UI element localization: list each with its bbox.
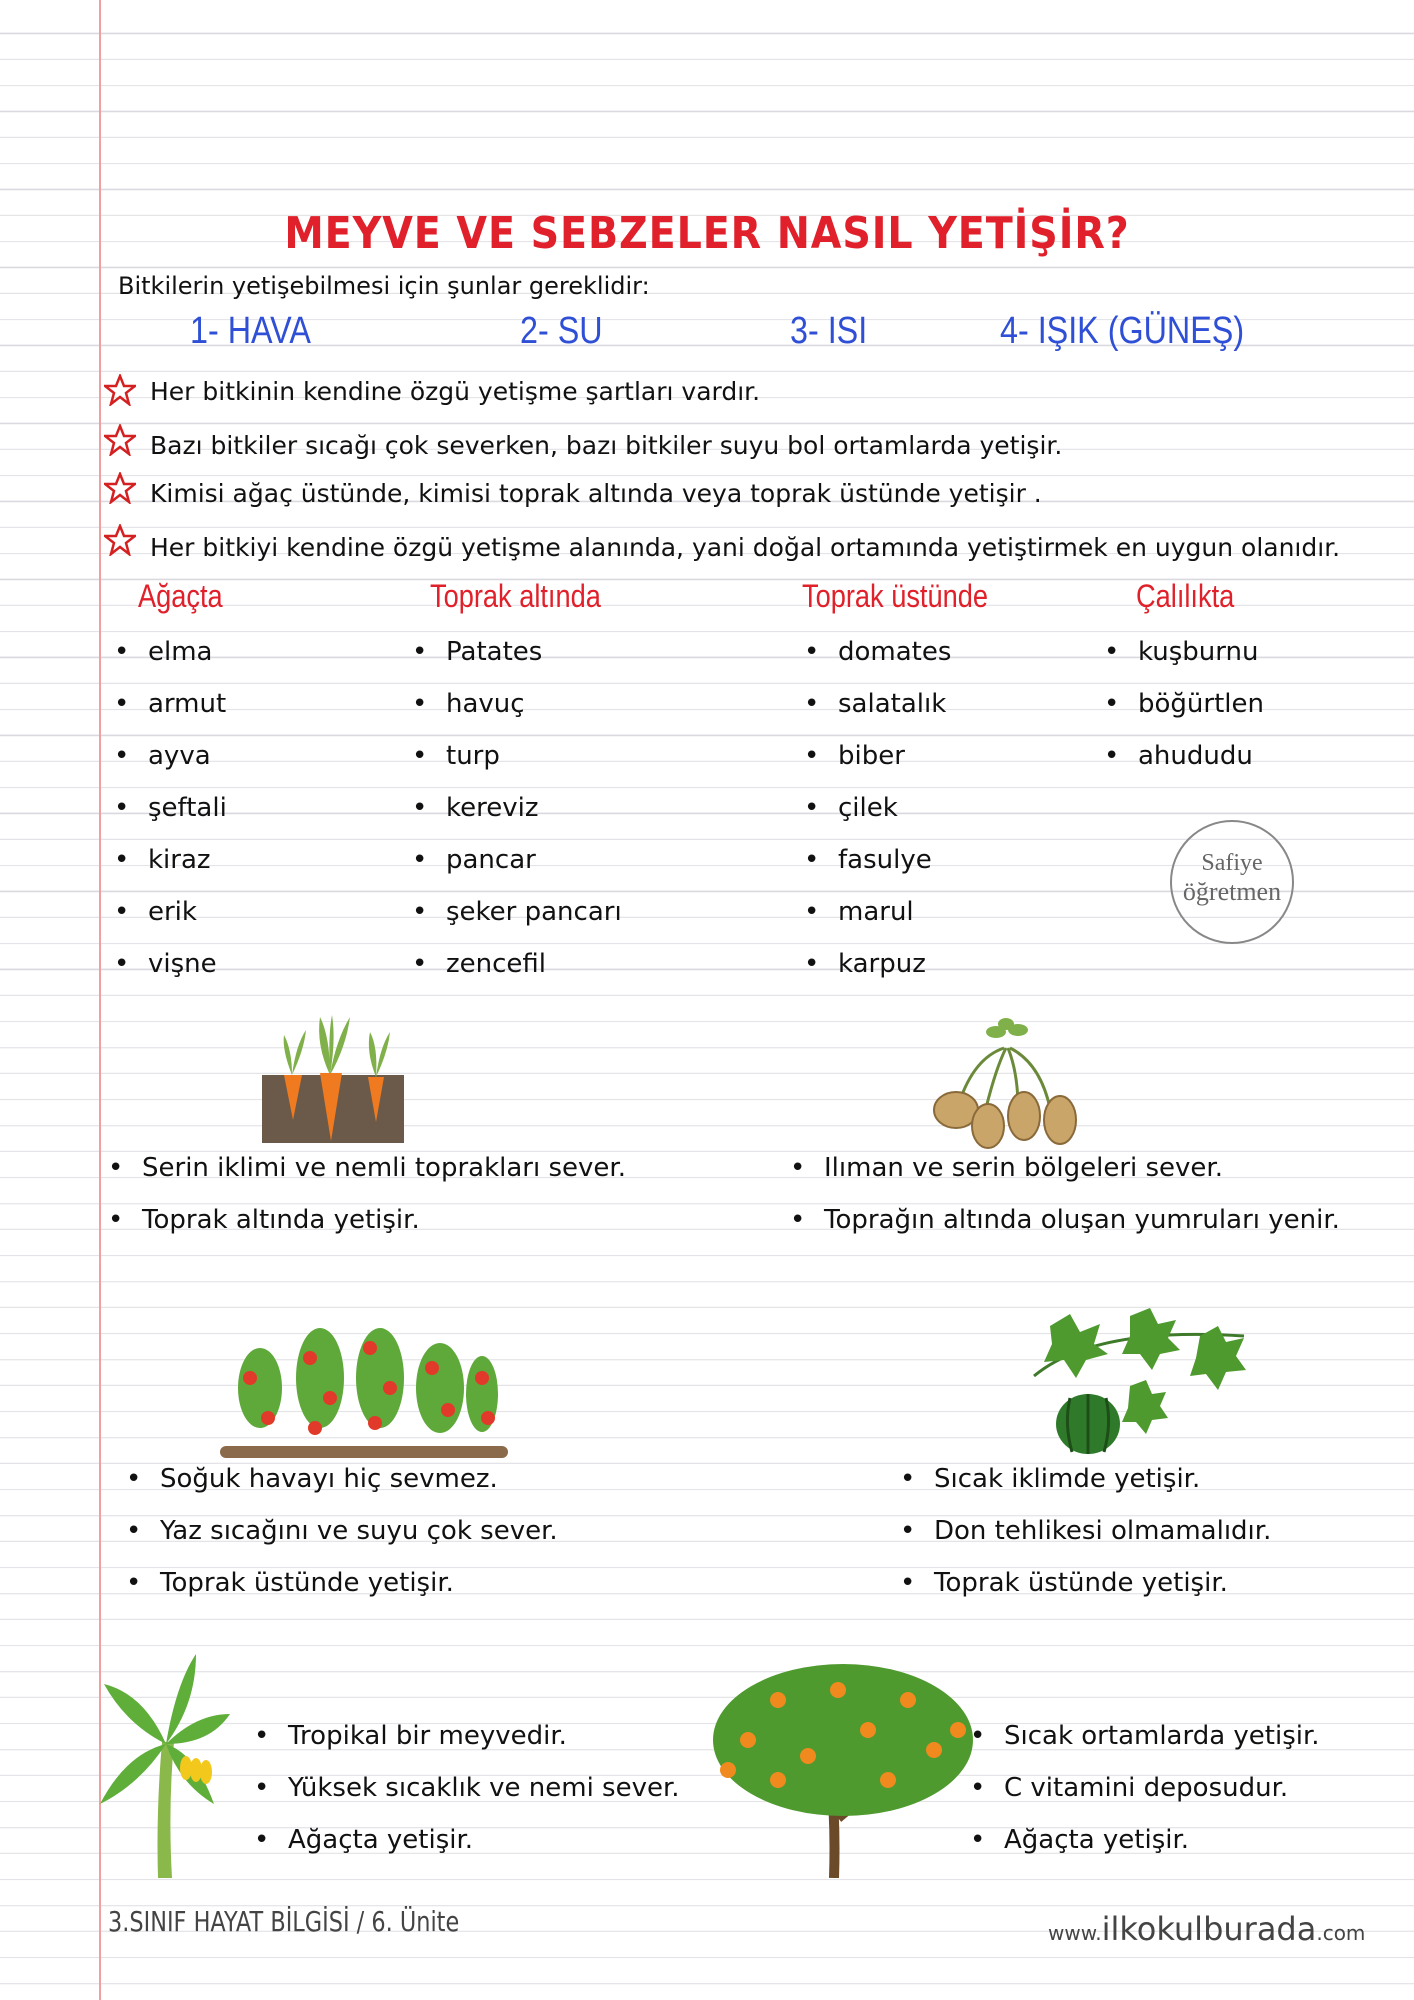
- list-item: • böğürtlen: [1104, 678, 1264, 730]
- category-heading-tree: Ağaçta: [138, 578, 223, 614]
- list-item: • Toprak üstünde yetişir.: [126, 1557, 558, 1609]
- list-item: • erik: [114, 886, 227, 938]
- author-watermark: [1170, 820, 1294, 944]
- watermelon-facts: [900, 1453, 1271, 1609]
- list-item: • Ağaçta yetişir.: [254, 1814, 680, 1866]
- intro-text: Bitkilerin yetişebilmesi için şunlar gereklidir:: [118, 272, 650, 300]
- category-heading-underground: Toprak altında: [430, 578, 601, 614]
- list-item: • armut: [114, 678, 227, 730]
- list-item: • kuşburnu: [1104, 626, 1264, 678]
- orange-tree-illustration: [708, 1660, 978, 1878]
- list-item: • elma: [114, 626, 227, 678]
- list-item: • C vitamini deposudur.: [970, 1762, 1320, 1814]
- list-item: • Sıcak ortamlarda yetişir.: [970, 1710, 1320, 1762]
- star-point-1: Her bitkinin kendine özgü yetişme şartları vardır.: [150, 377, 761, 406]
- list-item: • kereviz: [412, 782, 622, 834]
- list-item: • Don tehlikesi olmamalıdır.: [900, 1505, 1271, 1557]
- footer-website: [1048, 1910, 1365, 1948]
- list-item: • şeker pancarı: [412, 886, 622, 938]
- list-item: • çilek: [804, 782, 951, 834]
- bush-list: [1104, 626, 1264, 782]
- star-point-4: Her bitkiyi kendine özgü yetişme alanında, yani doğal ortamında yetiştirmek en uygun olanıdır.: [150, 533, 1341, 562]
- list-item: • karpuz: [804, 938, 951, 990]
- footer-course-label: 3.SINIF HAYAT BİLGİSİ / 6. Ünite: [108, 1905, 460, 1938]
- list-item: • kiraz: [114, 834, 227, 886]
- star-point-2: Bazı bitkiler sıcağı çok severken, bazı bitkiler suyu bol ortamlarda yetişir.: [150, 431, 1063, 460]
- list-item: • Sıcak iklimde yetişir.: [900, 1453, 1271, 1505]
- tomato-plants-illustration: [220, 1318, 508, 1458]
- list-item: • domates: [804, 626, 951, 678]
- requirement-water: 2- SU: [520, 310, 603, 352]
- orange-facts: [970, 1710, 1320, 1866]
- page-title: MEYVE VE SEBZELER NASIL YETİŞİR?: [284, 208, 1130, 259]
- watermark-line-1: Safiye: [1201, 850, 1263, 876]
- list-item: • Patates: [412, 626, 622, 678]
- requirement-air: 1- HAVA: [190, 310, 311, 352]
- list-item: • zencefil: [412, 938, 622, 990]
- star-icon: [104, 524, 136, 556]
- banana-facts: [254, 1710, 680, 1866]
- footer-website-prefix: www.: [1048, 1921, 1102, 1945]
- footer-website-suffix: .com: [1316, 1921, 1366, 1945]
- list-item: • marul: [804, 886, 951, 938]
- watermark-line-2: öğretmen: [1182, 877, 1282, 906]
- list-item: • salatalık: [804, 678, 951, 730]
- star-point-3: Kimisi ağaç üstünde, kimisi toprak altında veya toprak üstünde yetişir .: [150, 479, 1042, 508]
- list-item: • Ilıman ve serin bölgeleri sever.: [790, 1142, 1340, 1194]
- tree-fruit-list: [114, 626, 227, 990]
- footer-website-brand: ilkokulburada: [1101, 1910, 1317, 1948]
- potato-facts: [790, 1142, 1340, 1246]
- list-item: • Yüksek sıcaklık ve nemi sever.: [254, 1762, 680, 1814]
- list-item: • biber: [804, 730, 951, 782]
- list-item: • Serin iklimi ve nemli toprakları sever.: [108, 1142, 626, 1194]
- requirement-heat: 3- ISI: [790, 310, 868, 352]
- watermelon-illustration: [1030, 1306, 1250, 1456]
- underground-list: [412, 626, 622, 990]
- list-item: • vişne: [114, 938, 227, 990]
- category-heading-bush: Çalılıkta: [1136, 578, 1235, 614]
- list-item: • Ağaçta yetişir.: [970, 1814, 1320, 1866]
- list-item: • ahududu: [1104, 730, 1264, 782]
- list-item: • şeftali: [114, 782, 227, 834]
- list-item: • Soğuk havayı hiç sevmez.: [126, 1453, 558, 1505]
- list-item: • havuç: [412, 678, 622, 730]
- list-item: • ayva: [114, 730, 227, 782]
- potato-illustration: [926, 1018, 1086, 1150]
- list-item: • Toprağın altında oluşan yumruları yenir.: [790, 1194, 1340, 1246]
- carrot-facts: [108, 1142, 626, 1246]
- list-item: • pancar: [412, 834, 622, 886]
- list-item: • fasulye: [804, 834, 951, 886]
- list-item: • Toprak üstünde yetişir.: [900, 1557, 1271, 1609]
- star-icon: [104, 472, 136, 504]
- star-icon: [104, 424, 136, 456]
- star-icon: [104, 374, 136, 406]
- list-item: • Toprak altında yetişir.: [108, 1194, 626, 1246]
- tomato-facts: [126, 1453, 558, 1609]
- list-item: • turp: [412, 730, 622, 782]
- aboveground-list: [804, 626, 951, 990]
- banana-tree-illustration: [100, 1652, 230, 1878]
- requirement-light: 4- IŞIK (GÜNEŞ): [1000, 310, 1245, 352]
- category-heading-aboveground: Toprak üstünde: [802, 578, 988, 614]
- list-item: • Tropikal bir meyvedir.: [254, 1710, 680, 1762]
- carrot-illustration: [262, 1015, 404, 1143]
- list-item: • Yaz sıcağını ve suyu çok sever.: [126, 1505, 558, 1557]
